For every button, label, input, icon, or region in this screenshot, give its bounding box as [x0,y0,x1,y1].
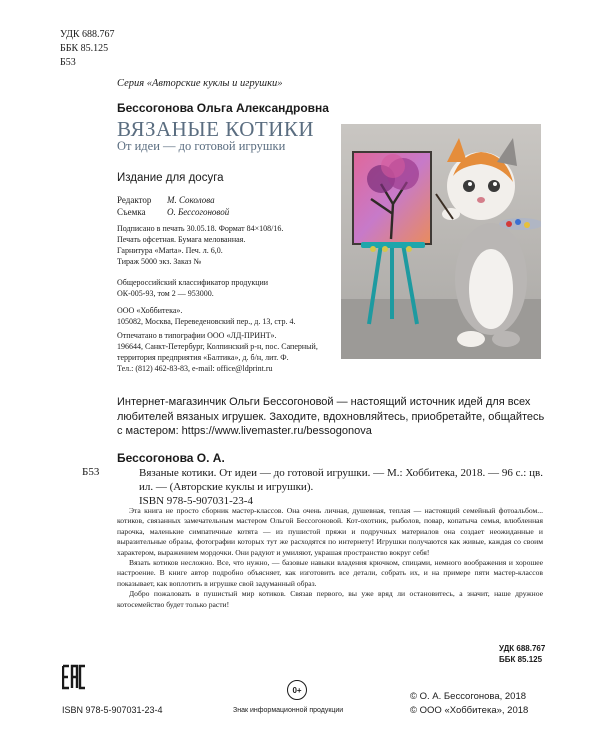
promo-text: Интернет-магазинчик Ольги Бессогоновой — настоящий источник идей для всех любителей вязаных игрушек. Заходите, вдохновляйтесь, приобретайте, общайтесь с мастером: https://www.livemaster.ru/bessogonova [117,396,545,437]
copyright-publisher: © ООО «Хоббитека», 2018 [410,705,529,716]
bbk-code-bottom: ББК 85.125 [499,655,543,664]
cover-photo [341,124,541,359]
bibliography-code: Б53 [82,466,100,478]
publisher-line: 105082, Москва, Переведеновский пер., д. 13, стр. 4. [117,317,296,326]
printer-line: Тел.: (812) 462-83-83, e-mail: office@ldprint.ru [117,364,273,373]
bibliography-isbn: ISBN 978-5-907031-23-4 [139,495,253,507]
editor-name: М. Соколова [167,195,215,205]
info-mark-label: Знак информационной продукции [233,707,344,714]
print-info-line: Подписано в печать 30.05.18. Формат 84×108/16. [117,224,284,233]
annotation [117,506,543,610]
print-info-line: Тираж 5000 экз. Заказ № [117,257,202,266]
printer-line: Отпечатано в типографии ООО «ЛД-ПРИНТ». [117,331,277,340]
eac-mark-svg [62,664,86,690]
printer-line: 196644, Санкт-Петербург, Колпинский р-н, пос. Саперный, [117,342,318,351]
bibliography-author: Бессогонова О. А. [117,451,225,465]
printer-info [117,330,337,374]
udk-code-bottom: УДК 688.767 [499,644,546,653]
eac-icon [62,664,86,690]
printer-line: территория предприятия «Балтика», д. б/н, лит. Ф. [117,353,289,362]
cat-painter-illustration [341,124,541,359]
publisher-line: ООО «Хоббитека». [117,306,183,315]
classifier-line: Общероссийский классификатор продукции [117,278,269,287]
photo-credit [117,206,229,218]
copyright-author: © О. А. Бессогонова, 2018 [410,691,527,702]
print-info-line: Печать офсетная. Бумага мелованная. [117,235,246,244]
photo-label: Съемка [117,207,146,217]
age-rating-icon: 0+ [287,680,307,700]
print-info [117,223,337,267]
print-info-line: Гарнитура «Marta». Печ. л. 6,0. [117,246,223,255]
bibliography-text: Вязаные котики. От идеи — до готовой игрушки. — М.: Хоббитека, 2018. — 96 с.: цв. ил. — (Авторские куклы и игрушки). [139,467,543,493]
edition-type: Издание для досуга [117,172,224,184]
classification-block [60,28,115,70]
author-name: Бессогонова Ольга Александровна [117,101,329,115]
series-name: Серия «Авторские куклы и игрушки» [117,78,283,89]
classifier-info [117,277,337,299]
book-title: ВЯЗАНЫЕ КОТИКИ [117,117,315,141]
author-sign-code: Б53 [60,57,76,68]
bibliography-description [117,466,543,508]
annotation-paragraph: Эта книга не просто сборник мастер-классов. Она очень личная, душевная, теплая — настоящий семейный фотоальбом... котиков, связанных замечательным мастером Ольгой Бессогоновой. Кот-охотник, рыболов, повар, копатыча семья, влюбленная парочка, маленькие симпатичные котята — из пушистой пряжи и подручных материалов она создает неожиданные и выразительные образы, фотографии которых тут же расходятся по интернету! Игрушки получаются как живые, каждая со своим характером, выражением мордочки. Они радуют и умиляют, украшая пространство вокруг себя! [117,506,543,557]
publisher-info [117,305,337,327]
classifier-line: ОК-005-93, том 2 — 953000. [117,289,214,298]
photo-name: О. Бессогоновой [167,207,230,217]
copyright [410,690,528,718]
editor-credit [117,194,229,206]
udk-code: УДК 688.767 [60,29,115,40]
editor-label: Редактор [117,195,152,205]
annotation-paragraph: Добро пожаловать в пушистый мир котиков. Связав первого, вы уже вряд ли остановитесь, а значит, наше дружное котосемейство будет только расти! [117,589,543,609]
bottom-classification [499,643,545,665]
book-subtitle: От идеи — до готовой игрушки [117,139,286,153]
isbn-bottom: ISBN 978-5-907031-23-4 [62,705,163,715]
credits [117,194,229,218]
bbk-code: ББК 85.125 [60,43,109,54]
annotation-paragraph: Вязать котиков несложно. Все, что нужно, — базовые навыки владения крючком, спицами, немного воображения и хорошее настроение. В книге автор подробно объясняет, как изготовить все детали, собрать их, и на примере пяти мастер-классов показывает, как воплотить в игрушке свой задуманный образ. [117,558,543,588]
